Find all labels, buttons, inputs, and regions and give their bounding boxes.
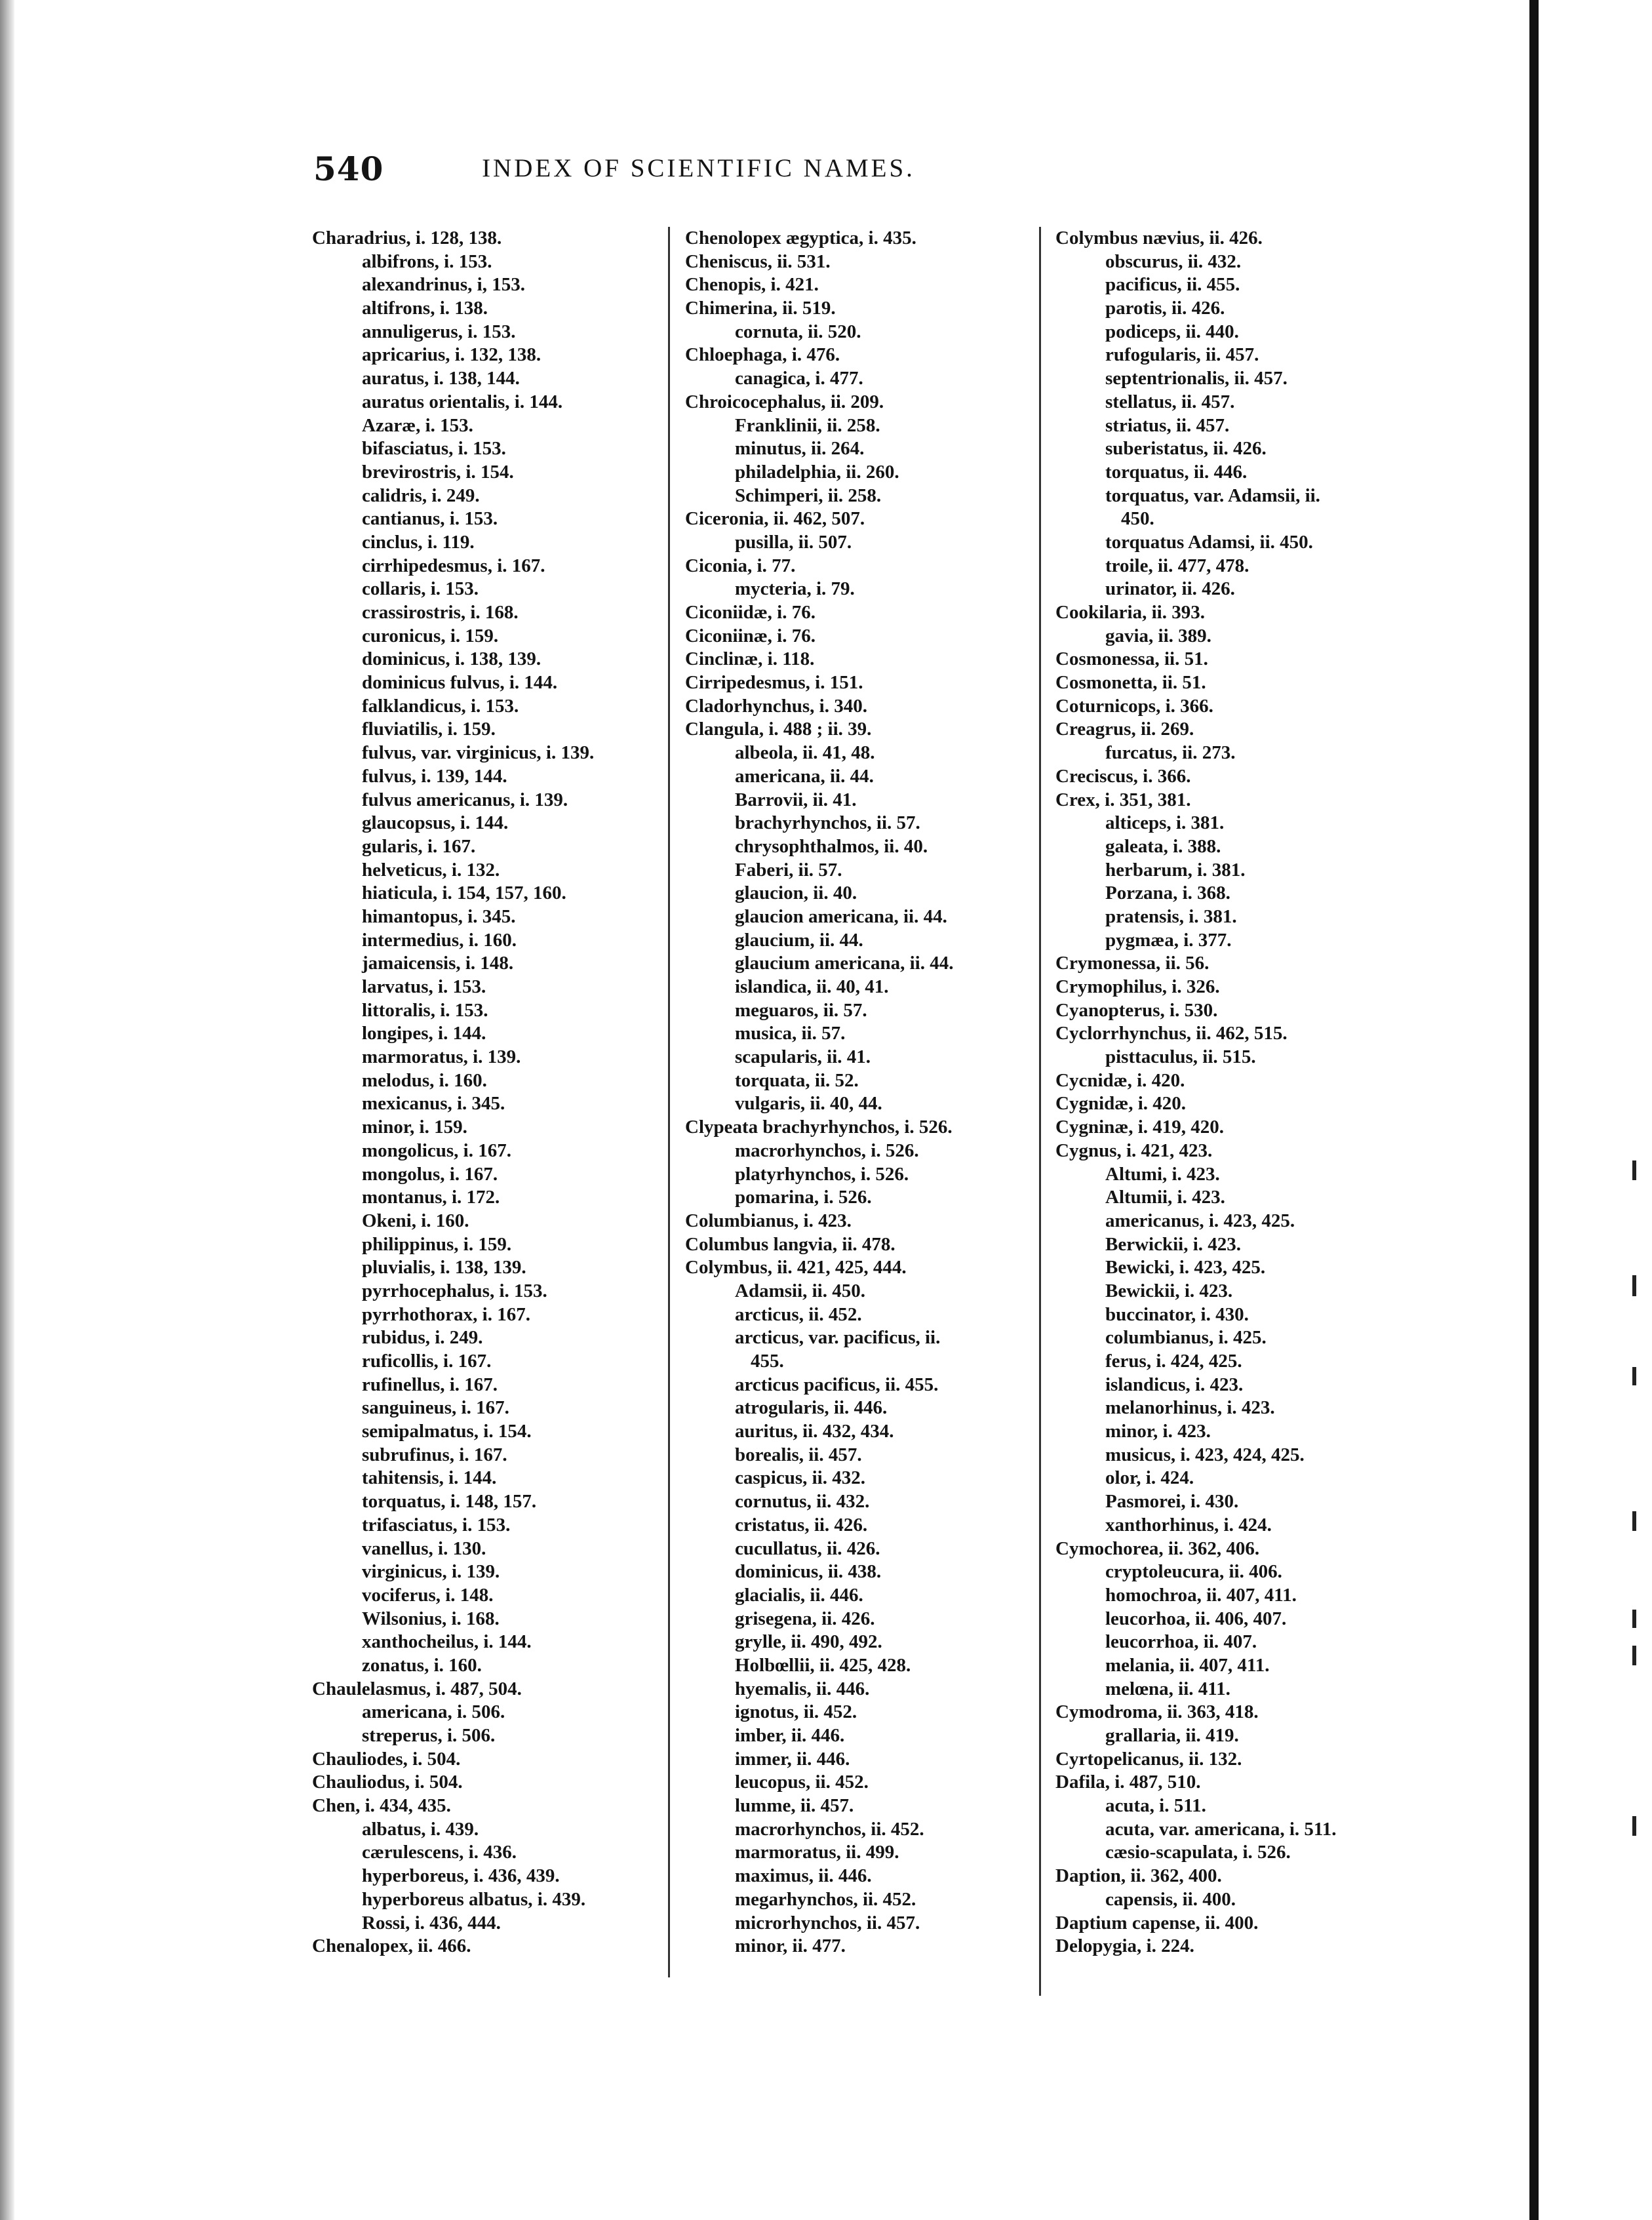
index-subentry: apricarius, i. 132, 138. — [362, 344, 541, 366]
index-subentry: Rossi, i. 436, 444. — [362, 1912, 501, 1933]
index-subentry: annuligerus, i. 153. — [362, 321, 516, 342]
index-subentry: cirrhipedesmus, i. 167. — [362, 555, 545, 576]
index-subentry: arcticus, ii. 452. — [735, 1303, 862, 1325]
page-header — [313, 149, 1084, 189]
index-subentry: macrorhynchos, i. 526. — [735, 1140, 919, 1161]
page-edge-rule — [1529, 0, 1539, 2220]
index-subentry: urinator, ii. 426. — [1105, 578, 1235, 600]
index-subentry: Pasmorei, i. 430. — [1105, 1491, 1239, 1513]
index-subentry: leucorhoa, ii. 406, 407. — [1105, 1608, 1287, 1629]
edge-mark — [1632, 1511, 1636, 1531]
index-subentry: minor, i. 423. — [1105, 1421, 1211, 1442]
index-entry: Cymochorea, ii. 362, 406. — [1055, 1537, 1260, 1559]
index-subentry: auratus orientalis, i. 144. — [362, 391, 563, 412]
index-subentry: leucorrhoa, ii. 407. — [1105, 1631, 1257, 1653]
index-subentry: grisegena, ii. 426. — [735, 1608, 875, 1629]
index-entry: Chauliodus, i. 504. — [312, 1772, 463, 1793]
index-entry: Cygnidæ, i. 420. — [1055, 1093, 1187, 1115]
index-subentry: longipes, i. 144. — [362, 1023, 486, 1044]
index-subentry: torquatus, ii. 446. — [1105, 461, 1248, 483]
index-subentry: Porzana, i. 368. — [1105, 882, 1230, 904]
index-subentry: melania, ii. 407, 411. — [1105, 1654, 1270, 1676]
index-entry: Columbianus, i. 423. — [685, 1210, 852, 1231]
index-subentry: trifasciatus, i. 153. — [362, 1514, 511, 1536]
index-subentry: stellatus, ii. 457. — [1105, 391, 1235, 412]
index-subentry: philippinus, i. 159. — [362, 1233, 512, 1255]
index-subentry: pratensis, i. 381. — [1105, 905, 1237, 927]
edge-mark — [1632, 1816, 1636, 1836]
index-subentry: helveticus, i. 132. — [362, 859, 500, 881]
index-subentry: rufinellus, i. 167. — [362, 1374, 498, 1395]
index-subentry: Wilsonius, i. 168. — [362, 1608, 500, 1629]
index-subentry: pyrrhocephalus, i. 153. — [362, 1280, 547, 1301]
index-subentry: xanthorhinus, i. 424. — [1105, 1514, 1272, 1536]
index-subentry: himantopus, i. 345. — [362, 905, 516, 927]
index-subentry: mycteria, i. 79. — [735, 578, 855, 600]
index-entry: Dafila, i. 487, 510. — [1055, 1772, 1201, 1793]
index-subentry: albifrons, i. 153. — [362, 250, 492, 272]
index-subentry: fulvus americanus, i. 139. — [362, 789, 568, 810]
index-subentry: capensis, ii. 400. — [1105, 1888, 1236, 1910]
index-entry: Cosmonetta, ii. 51. — [1055, 672, 1206, 694]
index-subentry: littoralis, i. 153. — [362, 999, 488, 1021]
index-subentry: ferus, i. 424, 425. — [1105, 1351, 1242, 1372]
index-subentry: cæsio-scapulata, i. 526. — [1105, 1842, 1291, 1863]
index-subentry: cantianus, i. 153. — [362, 508, 498, 530]
index-subentry: buccinator, i. 430. — [1105, 1303, 1249, 1325]
index-subentry: melœna, ii. 411. — [1105, 1678, 1230, 1699]
index-entry: Chaulelasmus, i. 487, 504. — [312, 1678, 522, 1699]
index-subentry: dominicus, i. 138, 139. — [362, 648, 541, 670]
index-subentry: ignotus, ii. 452. — [735, 1701, 857, 1723]
index-entry: Cymodroma, ii. 363, 418. — [1055, 1701, 1259, 1723]
index-subentry: cucullatus, ii. 426. — [735, 1537, 880, 1559]
index-entry: Daptium capense, ii. 400. — [1055, 1912, 1259, 1933]
index-subentry: Azaræ, i. 153. — [362, 414, 473, 436]
index-subentry: pacificus, ii. 455. — [1105, 274, 1240, 296]
index-subentry: maximus, ii. 446. — [735, 1865, 872, 1887]
index-entry: Ciconiinæ, i. 76. — [685, 625, 816, 646]
index-subentry: Schimperi, ii. 258. — [735, 485, 882, 506]
index-subentry: Franklinii, ii. 258. — [735, 414, 880, 436]
index-subentry: Holbœllii, ii. 425, 428. — [735, 1654, 911, 1676]
index-subentry: Bewickii, i. 423. — [1105, 1280, 1233, 1301]
index-subentry: leucopus, ii. 452. — [735, 1772, 869, 1793]
index-subentry: melanorhinus, i. 423. — [1105, 1397, 1275, 1419]
index-subentry: hyemalis, ii. 446. — [735, 1678, 870, 1699]
index-subentry: 455. — [751, 1351, 784, 1372]
index-subentry: torquatus Adamsi, ii. 450. — [1105, 531, 1313, 553]
index-entry: Creagrus, ii. 269. — [1055, 719, 1194, 740]
index-subentry: imber, ii. 446. — [735, 1725, 845, 1746]
index-subentry: islandicus, i. 423. — [1105, 1374, 1244, 1395]
column-divider-2 — [1039, 227, 1041, 1996]
index-subentry: vanellus, i. 130. — [362, 1537, 486, 1559]
index-subentry: bifasciatus, i. 153. — [362, 438, 506, 460]
index-subentry: alticeps, i. 381. — [1105, 812, 1225, 834]
index-entry: Chenopis, i. 421. — [685, 274, 819, 296]
edge-mark — [1632, 1160, 1636, 1180]
index-subentry: torquatus, i. 148, 157. — [362, 1491, 537, 1513]
index-subentry: acuta, var. americana, i. 511. — [1105, 1818, 1337, 1840]
index-subentry: albeola, ii. 41, 48. — [735, 742, 875, 764]
index-subentry: acuta, i. 511. — [1105, 1795, 1206, 1817]
index-entry: Cyanopterus, i. 530. — [1055, 999, 1218, 1021]
index-subentry: tahitensis, i. 144. — [362, 1467, 497, 1489]
index-subentry: zonatus, i. 160. — [362, 1654, 482, 1676]
index-entry: Chenalopex, ii. 466. — [312, 1935, 471, 1957]
index-subentry: grallaria, ii. 419. — [1105, 1725, 1239, 1746]
index-entry: Clypeata brachyrhynchos, i. 526. — [685, 1117, 953, 1138]
index-subentry: Adamsii, ii. 450. — [735, 1280, 865, 1301]
index-column-2 — [685, 227, 953, 1958]
index-subentry: arcticus, var. pacificus, ii. — [735, 1327, 941, 1349]
index-entry: Cygnus, i. 421, 423. — [1055, 1140, 1213, 1161]
index-subentry: glaucion americana, ii. 44. — [735, 905, 947, 927]
index-entry: Cladorhynchus, i. 340. — [685, 695, 867, 717]
index-subentry: cristatus, ii. 426. — [735, 1514, 868, 1536]
index-entry: Ciconiidæ, i. 76. — [685, 602, 816, 623]
edge-mark — [1632, 1367, 1636, 1385]
index-subentry: cornutus, ii. 432. — [735, 1491, 870, 1513]
index-subentry: troile, ii. 477, 478. — [1105, 555, 1249, 576]
index-subentry: musica, ii. 57. — [735, 1023, 846, 1044]
index-subentry: borealis, ii. 457. — [735, 1444, 862, 1465]
index-column-3 — [1055, 227, 1337, 1958]
index-subentry: hiaticula, i. 154, 157, 160. — [362, 882, 566, 904]
index-subentry: homochroa, ii. 407, 411. — [1105, 1584, 1297, 1606]
index-subentry: americanus, i. 423, 425. — [1105, 1210, 1295, 1231]
index-subentry: cryptoleucura, ii. 406. — [1105, 1561, 1282, 1583]
index-entry: Coturnicops, i. 366. — [1055, 695, 1213, 717]
index-entry: Chloephaga, i. 476. — [685, 344, 840, 366]
index-subentry: montanus, i. 172. — [362, 1187, 500, 1208]
index-subentry: rufogularis, ii. 457. — [1105, 344, 1259, 366]
index-subentry: chrysophthalmos, ii. 40. — [735, 835, 928, 857]
index-entry: Crymonessa, ii. 56. — [1055, 953, 1210, 974]
index-subentry: microrhynchos, ii. 457. — [735, 1912, 920, 1933]
index-entry: Colymbus, ii. 421, 425, 444. — [685, 1257, 907, 1278]
index-entry: Ciceronia, ii. 462, 507. — [685, 508, 865, 530]
index-subentry: minor, i. 159. — [362, 1117, 467, 1138]
adjacent-page-edge — [1632, 0, 1652, 2220]
index-entry: Colymbus nævius, ii. 426. — [1055, 228, 1263, 248]
index-subentry: americana, ii. 44. — [735, 765, 874, 787]
index-subentry: marmoratus, ii. 499. — [735, 1842, 899, 1863]
index-subentry: macrorhynchos, ii. 452. — [735, 1818, 924, 1840]
index-subentry: pomarina, i. 526. — [735, 1187, 872, 1208]
index-subentry: striatus, ii. 457. — [1105, 414, 1230, 436]
index-subentry: cærulescens, i. 436. — [362, 1842, 517, 1863]
index-subentry: cinclus, i. 119. — [362, 531, 475, 553]
index-entry: Chenolopex ægyptica, i. 435. — [685, 228, 916, 248]
index-column-1 — [312, 227, 594, 1958]
index-subentry: curonicus, i. 159. — [362, 625, 499, 646]
index-subentry: pluvialis, i. 138, 139. — [362, 1257, 526, 1278]
index-subentry: arcticus pacificus, ii. 455. — [735, 1374, 939, 1395]
index-entry: Creciscus, i. 366. — [1055, 765, 1191, 787]
index-subentry: fluviatilis, i. 159. — [362, 719, 496, 740]
index-subentry: virginicus, i. 139. — [362, 1561, 500, 1583]
index-subentry: grylle, ii. 490, 492. — [735, 1631, 882, 1653]
index-subentry: mongolus, i. 167. — [362, 1163, 498, 1185]
index-subentry: meguaros, ii. 57. — [735, 999, 867, 1021]
index-entry: Chauliodes, i. 504. — [312, 1748, 461, 1770]
index-subentry: albatus, i. 439. — [362, 1818, 479, 1840]
index-subentry: cornuta, ii. 520. — [735, 321, 861, 342]
index-subentry: mexicanus, i. 345. — [362, 1093, 505, 1115]
index-subentry: scapularis, ii. 41. — [735, 1046, 871, 1068]
index-subentry: 450. — [1121, 508, 1154, 530]
edge-mark — [1632, 1610, 1636, 1628]
index-subentry: immer, ii. 446. — [735, 1748, 850, 1770]
index-subentry: calidris, i. 249. — [362, 485, 480, 506]
index-subentry: torquatus, var. Adamsii, ii. — [1105, 485, 1320, 506]
column-divider-1 — [668, 227, 670, 1977]
index-entry: Charadrius, i. 128, 138. — [312, 228, 502, 248]
index-subentry: sanguineus, i. 167. — [362, 1397, 509, 1419]
index-subentry: Berwickii, i. 423. — [1105, 1233, 1242, 1255]
index-subentry: suberistatus, ii. 426. — [1105, 438, 1267, 460]
index-subentry: vulgaris, ii. 40, 44. — [735, 1093, 882, 1115]
index-subentry: islandica, ii. 40, 41. — [735, 976, 889, 997]
index-subentry: glaucium americana, ii. 44. — [735, 953, 954, 974]
index-subentry: obscurus, ii. 432. — [1105, 250, 1242, 272]
index-entry: Chimerina, ii. 519. — [685, 298, 836, 319]
index-subentry: pisttaculus, ii. 515. — [1105, 1046, 1256, 1068]
index-subentry: herbarum, i. 381. — [1105, 859, 1246, 881]
index-subentry: semipalmatus, i. 154. — [362, 1421, 532, 1442]
index-subentry: megarhynchos, ii. 452. — [735, 1888, 916, 1910]
index-entry: Delopygia, i. 224. — [1055, 1935, 1194, 1957]
index-subentry: rubidus, i. 249. — [362, 1327, 483, 1349]
page-gutter-shadow — [0, 0, 14, 2220]
index-subentry: Okeni, i. 160. — [362, 1210, 469, 1231]
index-subentry: Bewicki, i. 423, 425. — [1105, 1257, 1266, 1278]
index-entry: Daption, ii. 362, 400. — [1055, 1865, 1222, 1887]
index-entry: Cookilaria, ii. 393. — [1055, 602, 1205, 623]
index-subentry: caspicus, ii. 432. — [735, 1467, 865, 1489]
index-subentry: parotis, ii. 426. — [1105, 298, 1225, 319]
index-subentry: fulvus, i. 139, 144. — [362, 765, 507, 787]
index-subentry: Faberi, ii. 57. — [735, 859, 842, 881]
index-subentry: pusilla, ii. 507. — [735, 531, 852, 553]
index-subentry: glaucopsus, i. 144. — [362, 812, 509, 834]
index-subentry: hyperboreus albatus, i. 439. — [362, 1888, 586, 1910]
index-subentry: minutus, ii. 264. — [735, 438, 865, 460]
edge-mark — [1632, 1275, 1636, 1296]
index-subentry: galeata, i. 388. — [1105, 835, 1221, 857]
index-subentry: Altumi, i. 423. — [1105, 1163, 1220, 1185]
index-subentry: fulvus, var. virginicus, i. 139. — [362, 742, 595, 764]
index-entry: Ciconia, i. 77. — [685, 555, 796, 576]
index-entry: Crymophilus, i. 326. — [1055, 976, 1220, 997]
index-subentry: crassirostris, i. 168. — [362, 602, 519, 623]
index-entry: Crex, i. 351, 381. — [1055, 789, 1191, 810]
index-subentry: lumme, ii. 457. — [735, 1795, 854, 1817]
index-entry: Clangula, i. 488 ; ii. 39. — [685, 719, 872, 740]
index-subentry: atrogularis, ii. 446. — [735, 1397, 888, 1419]
index-subentry: falklandicus, i. 153. — [362, 695, 519, 717]
index-subentry: philadelphia, ii. 260. — [735, 461, 899, 483]
index-subentry: pyrrhothorax, i. 167. — [362, 1303, 530, 1325]
index-subentry: mongolicus, i. 167. — [362, 1140, 511, 1161]
running-title: INDEX OF SCIENTIFIC NAMES. — [482, 154, 915, 182]
index-entry: Chen, i. 434, 435. — [312, 1795, 451, 1817]
index-entry: Cyclorrhynchus, ii. 462, 515. — [1055, 1023, 1288, 1044]
index-entry: Cheniscus, ii. 531. — [685, 250, 831, 272]
index-subentry: septentrionalis, ii. 457. — [1105, 368, 1288, 389]
index-entry: Cirripedesmus, i. 151. — [685, 672, 863, 694]
index-subentry: canagica, i. 477. — [735, 368, 863, 389]
index-subentry: marmoratus, i. 139. — [362, 1046, 521, 1068]
index-subentry: furcatus, ii. 273. — [1105, 742, 1236, 764]
index-entry: Chroicocephalus, ii. 209. — [685, 391, 884, 412]
index-entry: Cygninæ, i. 419, 420. — [1055, 1117, 1225, 1138]
index-subentry: olor, i. 424. — [1105, 1467, 1194, 1489]
index-subentry: jamaicensis, i. 148. — [362, 953, 514, 974]
index-subentry: columbianus, i. 425. — [1105, 1327, 1267, 1349]
index-subentry: glacialis, ii. 446. — [735, 1584, 863, 1606]
index-subentry: glaucium, ii. 44. — [735, 929, 863, 951]
index-subentry: melodus, i. 160. — [362, 1069, 487, 1091]
index-subentry: glaucion, ii. 40. — [735, 882, 857, 904]
index-subentry: auritus, ii. 432, 434. — [735, 1421, 894, 1442]
index-subentry: dominicus fulvus, i. 144. — [362, 672, 558, 694]
index-subentry: intermedius, i. 160. — [362, 929, 517, 951]
edge-mark — [1632, 1646, 1636, 1665]
index-subentry: streperus, i. 506. — [362, 1725, 496, 1746]
index-subentry: hyperboreus, i. 436, 439. — [362, 1865, 560, 1887]
index-subentry: brevirostris, i. 154. — [362, 461, 514, 483]
index-subentry: minor, ii. 477. — [735, 1935, 846, 1957]
index-subentry: ruficollis, i. 167. — [362, 1351, 492, 1372]
index-subentry: altifrons, i. 138. — [362, 298, 488, 319]
index-entry: Cycnidæ, i. 420. — [1055, 1069, 1185, 1091]
index-subentry: brachyrhynchos, ii. 57. — [735, 812, 920, 834]
index-entry: Cosmonessa, ii. 51. — [1055, 648, 1208, 670]
index-entry: Cyrtopelicanus, ii. 132. — [1055, 1748, 1242, 1770]
index-subentry: gavia, ii. 389. — [1105, 625, 1211, 646]
index-subentry: auratus, i. 138, 144. — [362, 368, 520, 389]
index-subentry: collaris, i. 153. — [362, 578, 479, 600]
index-subentry: gularis, i. 167. — [362, 835, 476, 857]
index-subentry: americana, i. 506. — [362, 1701, 505, 1723]
index-subentry: torquata, ii. 52. — [735, 1069, 859, 1091]
page-number: 540 — [313, 149, 384, 188]
index-subentry: dominicus, ii. 438. — [735, 1561, 882, 1583]
index-subentry: xanthocheilus, i. 144. — [362, 1631, 532, 1653]
index-subentry: vociferus, i. 148. — [362, 1584, 494, 1606]
index-subentry: subrufinus, i. 167. — [362, 1444, 507, 1465]
index-subentry: musicus, i. 423, 424, 425. — [1105, 1444, 1305, 1465]
index-subentry: alexandrinus, i, 153. — [362, 274, 525, 296]
index-subentry: platyrhynchos, i. 526. — [735, 1163, 909, 1185]
index-subentry: podiceps, ii. 440. — [1105, 321, 1239, 342]
index-subentry: Barrovii, ii. 41. — [735, 789, 857, 810]
index-subentry: larvatus, i. 153. — [362, 976, 486, 997]
index-subentry: Altumii, i. 423. — [1105, 1187, 1225, 1208]
index-entry: Cinclinæ, i. 118. — [685, 648, 815, 670]
index-subentry: pygmæa, i. 377. — [1105, 929, 1232, 951]
index-entry: Columbus langvia, ii. 478. — [685, 1233, 895, 1255]
